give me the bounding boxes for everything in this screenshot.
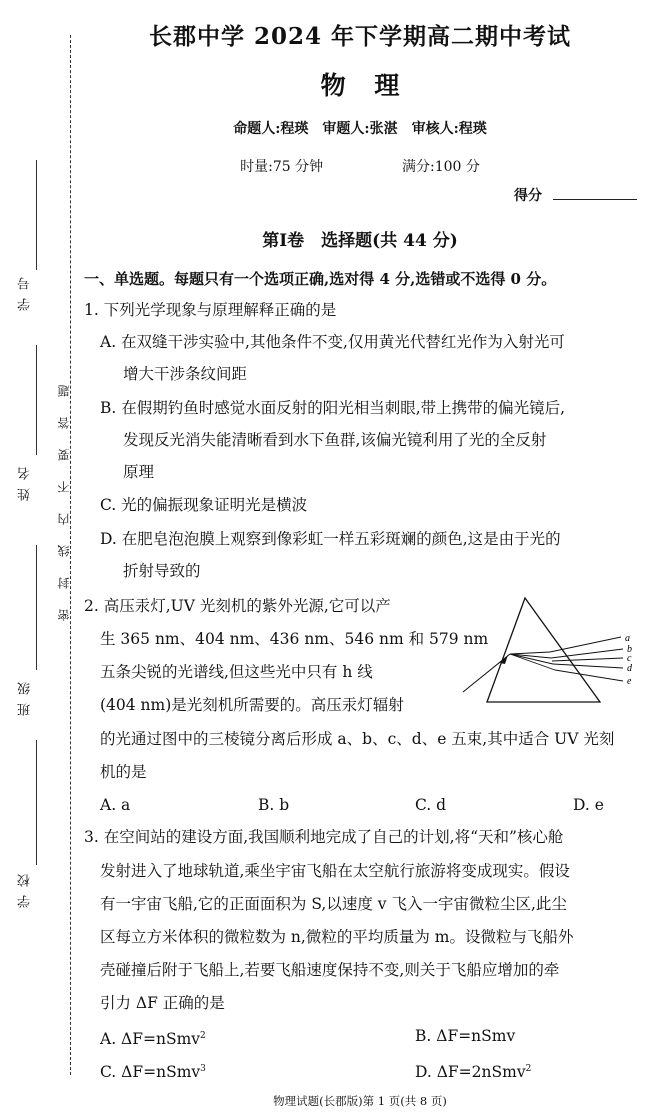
score-blank [553, 199, 637, 200]
time-limit: 时量:75 分钟 [240, 159, 324, 175]
author-info: 命题人:程瑛 审题人:张湛 审核人:程瑛 [233, 121, 487, 137]
beam-b-line [551, 649, 623, 658]
beam-label-e: e [627, 676, 632, 687]
q2-line-3: 五条尖锐的光谱线,但这些光中只有 h 线 [100, 663, 373, 681]
student-number-blank [36, 160, 37, 270]
q1-option-a: A. 在双缝干涉实验中,其他条件不变,仅用黄光代替红光作为入射光可 [100, 333, 565, 351]
q2-option-d: D. e [573, 796, 604, 814]
beam-label-c: c [627, 653, 632, 664]
class-label: 班 级 [18, 680, 33, 717]
incident-ray [463, 654, 510, 692]
q1-option-d: D. 在肥皂泡泡膜上观察到像彩虹一样五彩斑斓的颜色,这是由于光的 [100, 530, 561, 548]
name-blank [36, 345, 37, 455]
part-instructions: 一、单选题。每题只有一个选项正确,选对得 4 分,选错或不选得 0 分。 [84, 270, 557, 288]
q2-line-1: 2. 高压汞灯,UV 光刻机的紫外光源,它可以产 [84, 597, 391, 615]
page-footer: 物理试题(长郡版)第 1 页(共 8 页) [273, 1094, 447, 1108]
binding-warning: 密封线内不要答题 [57, 365, 71, 621]
beam-a-line [550, 637, 621, 652]
q2-option-c: C. d [415, 796, 447, 814]
q2-option-a: A. a [100, 796, 131, 814]
beam-d-line [553, 664, 623, 668]
q2-option-b: B. b [258, 796, 290, 814]
beam-label-b: b [627, 644, 632, 655]
q3-line-5: 壳碰撞后附于飞船上,若要飞船速度保持不变,则关于飞船应增加的牵 [100, 961, 560, 979]
prism-diagram [455, 592, 645, 710]
q1-option-a-cont: 增大干涉条纹间距 [123, 365, 248, 383]
beam-label-a: a [625, 633, 630, 644]
section-title: 第Ⅰ卷 选择题(共 44 分) [262, 231, 458, 251]
name-label: 姓 名 [18, 465, 33, 502]
q3-line-2: 发射进入了地球轨道,乘坐宇宙飞船在太空航行旅游将变成现实。假设 [100, 862, 570, 880]
beam-c-line [552, 658, 623, 661]
q3-option-b: B. ΔF=nSmv [415, 1027, 516, 1045]
full-score: 满分:100 分 [402, 159, 480, 175]
q3-option-a: A. ΔF=nSmv$^2$ [100, 1030, 206, 1049]
q2-line-4: (404 nm)是光刻机所需要的。高压汞灯辐射 [100, 696, 404, 714]
q3-line-1: 3. 在空间站的建设方面,我国顺利地完成了自己的计划,将“天和”核心舱 [84, 828, 564, 846]
time-score-info [80, 156, 640, 176]
prism-triangle [487, 598, 600, 702]
q1-option-b-cont: 发现反光消失能清晰看到水下鱼群,该偏光镜利用了光的全反射 [123, 431, 547, 449]
q3-line-4: 区每立方米体积的微粒数为 n,微粒的平均质量为 m。设微粒与飞船外 [100, 928, 574, 946]
q2-line-6: 机的是 [100, 763, 147, 781]
q3-option-d: D. ΔF=2nSmv$^2$ [415, 1063, 532, 1082]
beam-e-line [555, 670, 623, 681]
q1-stem: 1. 下列光学现象与原理解释正确的是 [84, 301, 337, 319]
student-number-label: 学 号 [18, 275, 33, 312]
school-label: 学 校 [18, 872, 33, 909]
q2-line-5: 的光通过图中的三棱镜分离后形成 a、b、c、d、e 五束,其中适合 UV 光刻 [100, 730, 615, 748]
q1-option-c: C. 光的偏振现象证明光是横波 [100, 496, 308, 514]
q2-line-2: 生 365 nm、404 nm、436 nm、546 nm 和 579 nm [100, 630, 489, 648]
beam-label-d: d [627, 663, 632, 674]
q1-option-d-cont: 折射导致的 [123, 562, 201, 580]
score-label: 得分 [514, 188, 542, 204]
school-blank [36, 740, 37, 865]
q3-option-c: C. ΔF=nSmv$^3$ [100, 1063, 206, 1082]
q3-line-3: 有一宇宙飞船,它的正面面积为 S,以速度 v 飞入一宇宙微粒尘区,此尘 [100, 895, 567, 913]
q3-line-6: 引力 ΔF 正确的是 [100, 994, 225, 1012]
subject-title: 物 理 [320, 71, 400, 100]
q1-option-b-cont2: 原理 [123, 463, 155, 481]
q1-option-b: B. 在假期钓鱼时感觉水面反射的阳光相当刺眼,带上携带的偏光镜后, [100, 399, 566, 417]
class-blank [36, 545, 37, 670]
exam-title: 长郡中学 2024 年下学期高二期中考试 [148, 23, 572, 50]
